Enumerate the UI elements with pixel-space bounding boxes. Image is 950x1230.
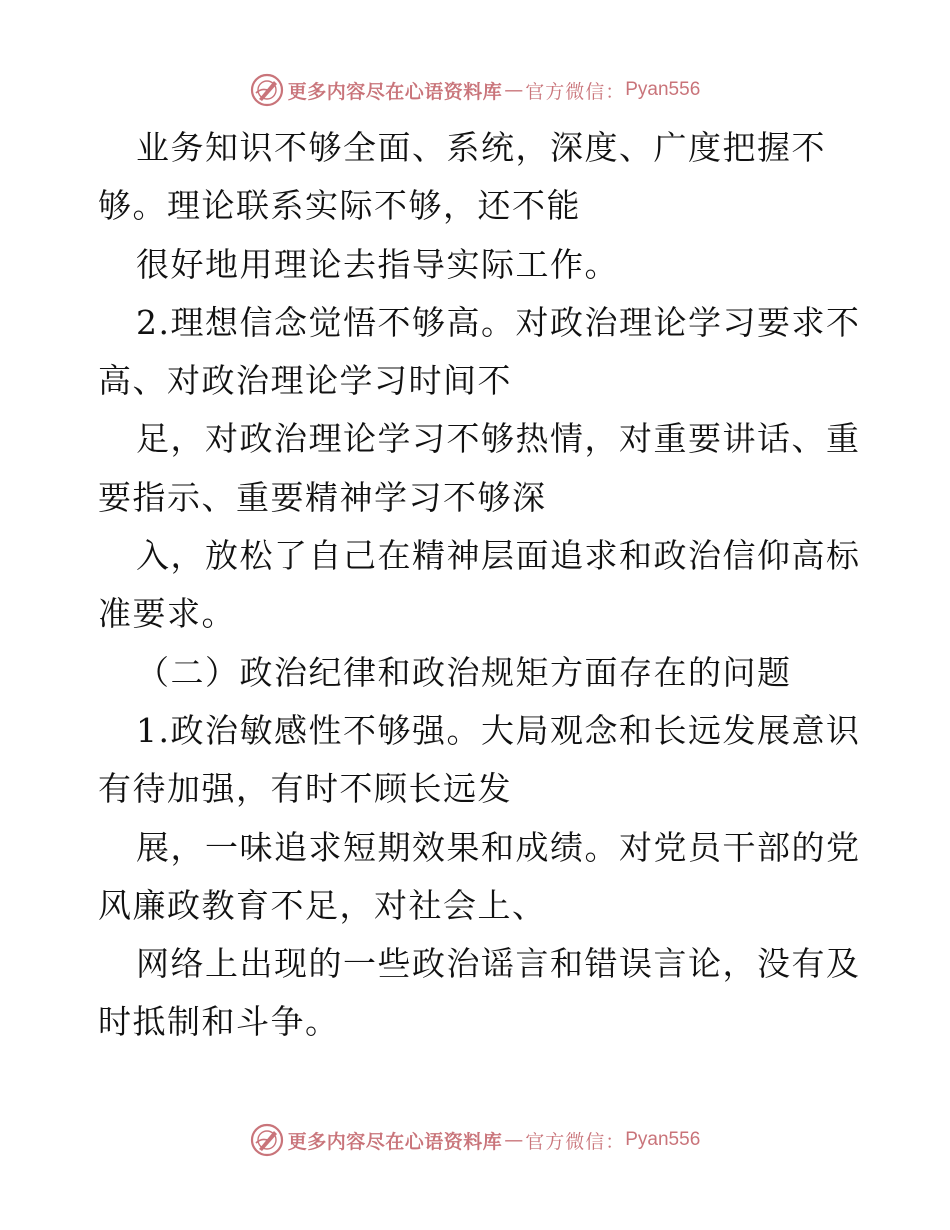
watermark-separator: — — [504, 79, 524, 101]
watermark-wechat-label: 官方微信： — [525, 80, 626, 103]
text-line: 网络上出现的一些政治谣言和错误言论，没有及 — [136, 944, 861, 984]
text-line: 足，对政治理论学习不够热情，对重要讲话、重 — [136, 419, 861, 459]
text-line: 很好地用理论去指导实际工作。 — [136, 244, 619, 284]
watermark-wechat-id: Pyan556 — [625, 1129, 701, 1150]
section-heading: （二）政治纪律和政治规矩方面存在的问题 — [136, 652, 792, 692]
footer-watermark — [0, 1120, 950, 1160]
text-line: 入，放松了自己在精神层面追求和政治信仰高标 — [136, 536, 861, 576]
watermark-wechat-label: 官方微信： — [525, 1130, 626, 1153]
watermark-main-text: 更多内容尽在心语资料库 — [287, 80, 503, 103]
watermark-separator: — — [504, 1129, 524, 1151]
text-line: 展，一味追求短期效果和成绩。对党员干部的党 — [136, 827, 861, 867]
text-line: 准要求。 — [98, 594, 236, 634]
watermark-wechat-id: Pyan556 — [625, 79, 701, 100]
document-body — [98, 119, 868, 1052]
text-line: 高、对政治理论学习时间不 — [98, 361, 512, 401]
text-line: 有待加强，有时不顾长远发 — [98, 769, 512, 809]
text-line: 够。理论联系实际不够，还不能 — [98, 186, 581, 226]
text-line: 时抵制和斗争。 — [98, 1002, 340, 1042]
text-line: 业务知识不够全面、系统，深度、广度把握不 — [136, 128, 826, 167]
text-line: 2.理想信念觉悟不够高。对政治理论学习要求不 — [136, 302, 861, 342]
watermark-main-text: 更多内容尽在心语资料库 — [287, 1130, 503, 1153]
text-line: 要指示、重要精神学习不够深 — [98, 477, 547, 517]
text-line: 风廉政教育不足，对社会上、 — [98, 885, 547, 925]
header-watermark — [0, 70, 950, 110]
seal-logo-icon — [250, 1123, 284, 1157]
text-line: 1.政治敏感性不够强。大局观念和长远发展意识 — [136, 710, 861, 750]
seal-logo-icon — [250, 73, 284, 107]
